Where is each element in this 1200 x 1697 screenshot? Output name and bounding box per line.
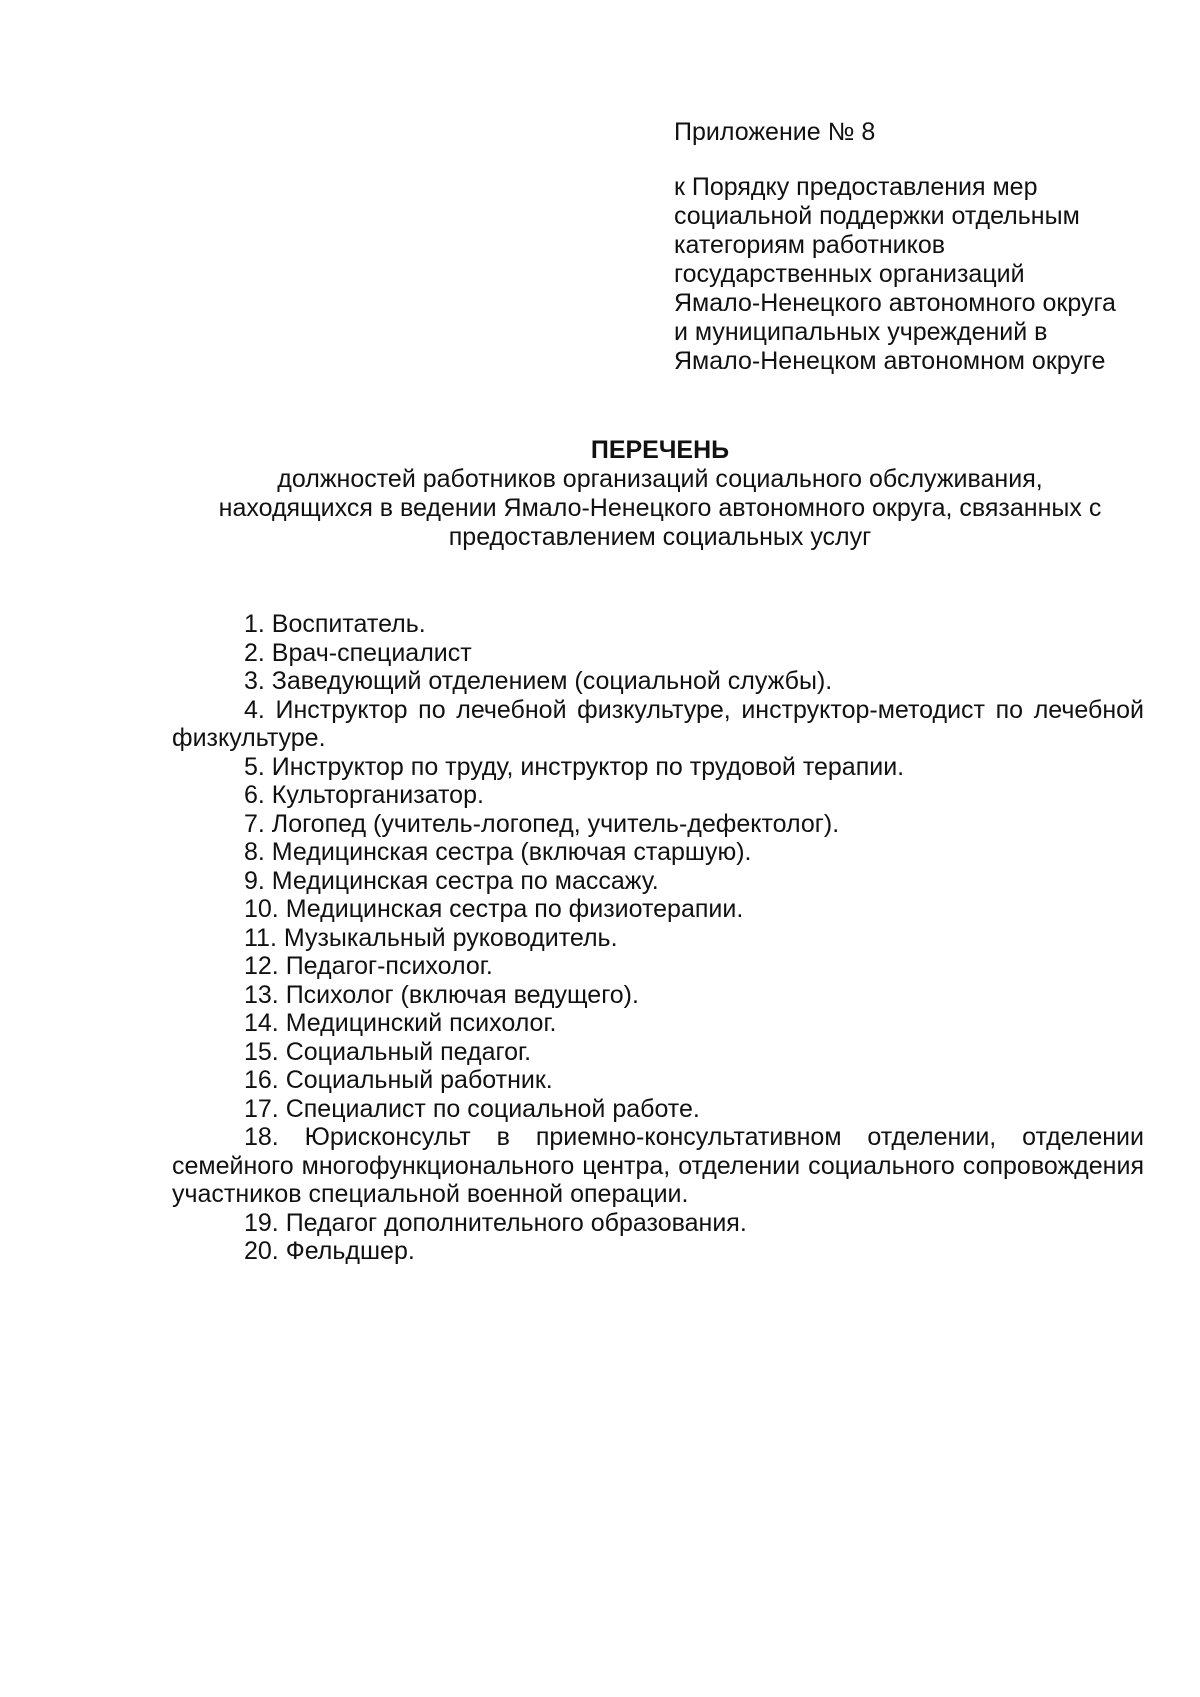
list-item: 6. Культорганизатор. xyxy=(244,781,484,809)
positions-list xyxy=(172,610,1144,1266)
list-item: 10. Медицинская сестра по физиотерапии. xyxy=(244,895,744,923)
list-item: 8. Медицинская сестра (включая старшую). xyxy=(244,838,752,866)
list-item: 17. Специалист по социальной работе. xyxy=(244,1094,700,1123)
document-subtitle: должностей работников организаций социального обслуживания, находящихся в ведении Ямало-Ненецкого автономного округа, связанных с предоставлением социальных услуг xyxy=(218,465,1102,551)
list-item: 20. Фельдшер. xyxy=(244,1237,415,1265)
list-item: 4. Инструктор по лечебной физкультуре, инструктор-методист по лечебной физкультуре. xyxy=(172,695,1144,752)
list-item: 5. Инструктор по труду, инструктор по трудовой терапии. xyxy=(244,752,905,781)
list-item: 2. Врач-специалист xyxy=(244,638,472,667)
appendix-reference: к Порядку предоставления мер социальной поддержки отдельным категориям работников государственных организаций Ямало-Ненецкого автономного округа и муниципальных учреждений в Ямало-Ненецком автономном округе xyxy=(674,173,1116,375)
list-item: 9. Медицинская сестра по массажу. xyxy=(244,866,659,895)
list-item: 15. Социальный педагог. xyxy=(244,1037,532,1066)
list-item: 1. Воспитатель. xyxy=(244,610,426,638)
list-item: 16. Социальный работник. xyxy=(244,1066,553,1094)
list-item: 13. Психолог (включая ведущего). xyxy=(244,980,639,1009)
list-item: 11. Музыкальный руководитель. xyxy=(244,923,618,952)
list-item: 19. Педагог дополнительного образования. xyxy=(244,1208,747,1237)
document-title: ПЕРЕЧЕНЬ xyxy=(590,436,730,464)
list-item: 3. Заведующий отделением (социальной службы). xyxy=(244,667,833,695)
document-heading xyxy=(150,436,1170,552)
list-item: 7. Логопед (учитель-логопед, учитель-дефектолог). xyxy=(244,809,840,838)
list-item: 18. Юрисконсульт в приемно-консультативном отделении, отделении семейного многофункционального центра, отделении социального сопровождения участников специальной военной операции. xyxy=(172,1123,1144,1208)
list-item: 14. Медицинский психолог. xyxy=(244,1009,557,1037)
appendix-number: Приложение № 8 xyxy=(674,118,876,146)
appendix-block xyxy=(674,118,1144,376)
list-item: 12. Педагог-психолог. xyxy=(244,952,493,980)
